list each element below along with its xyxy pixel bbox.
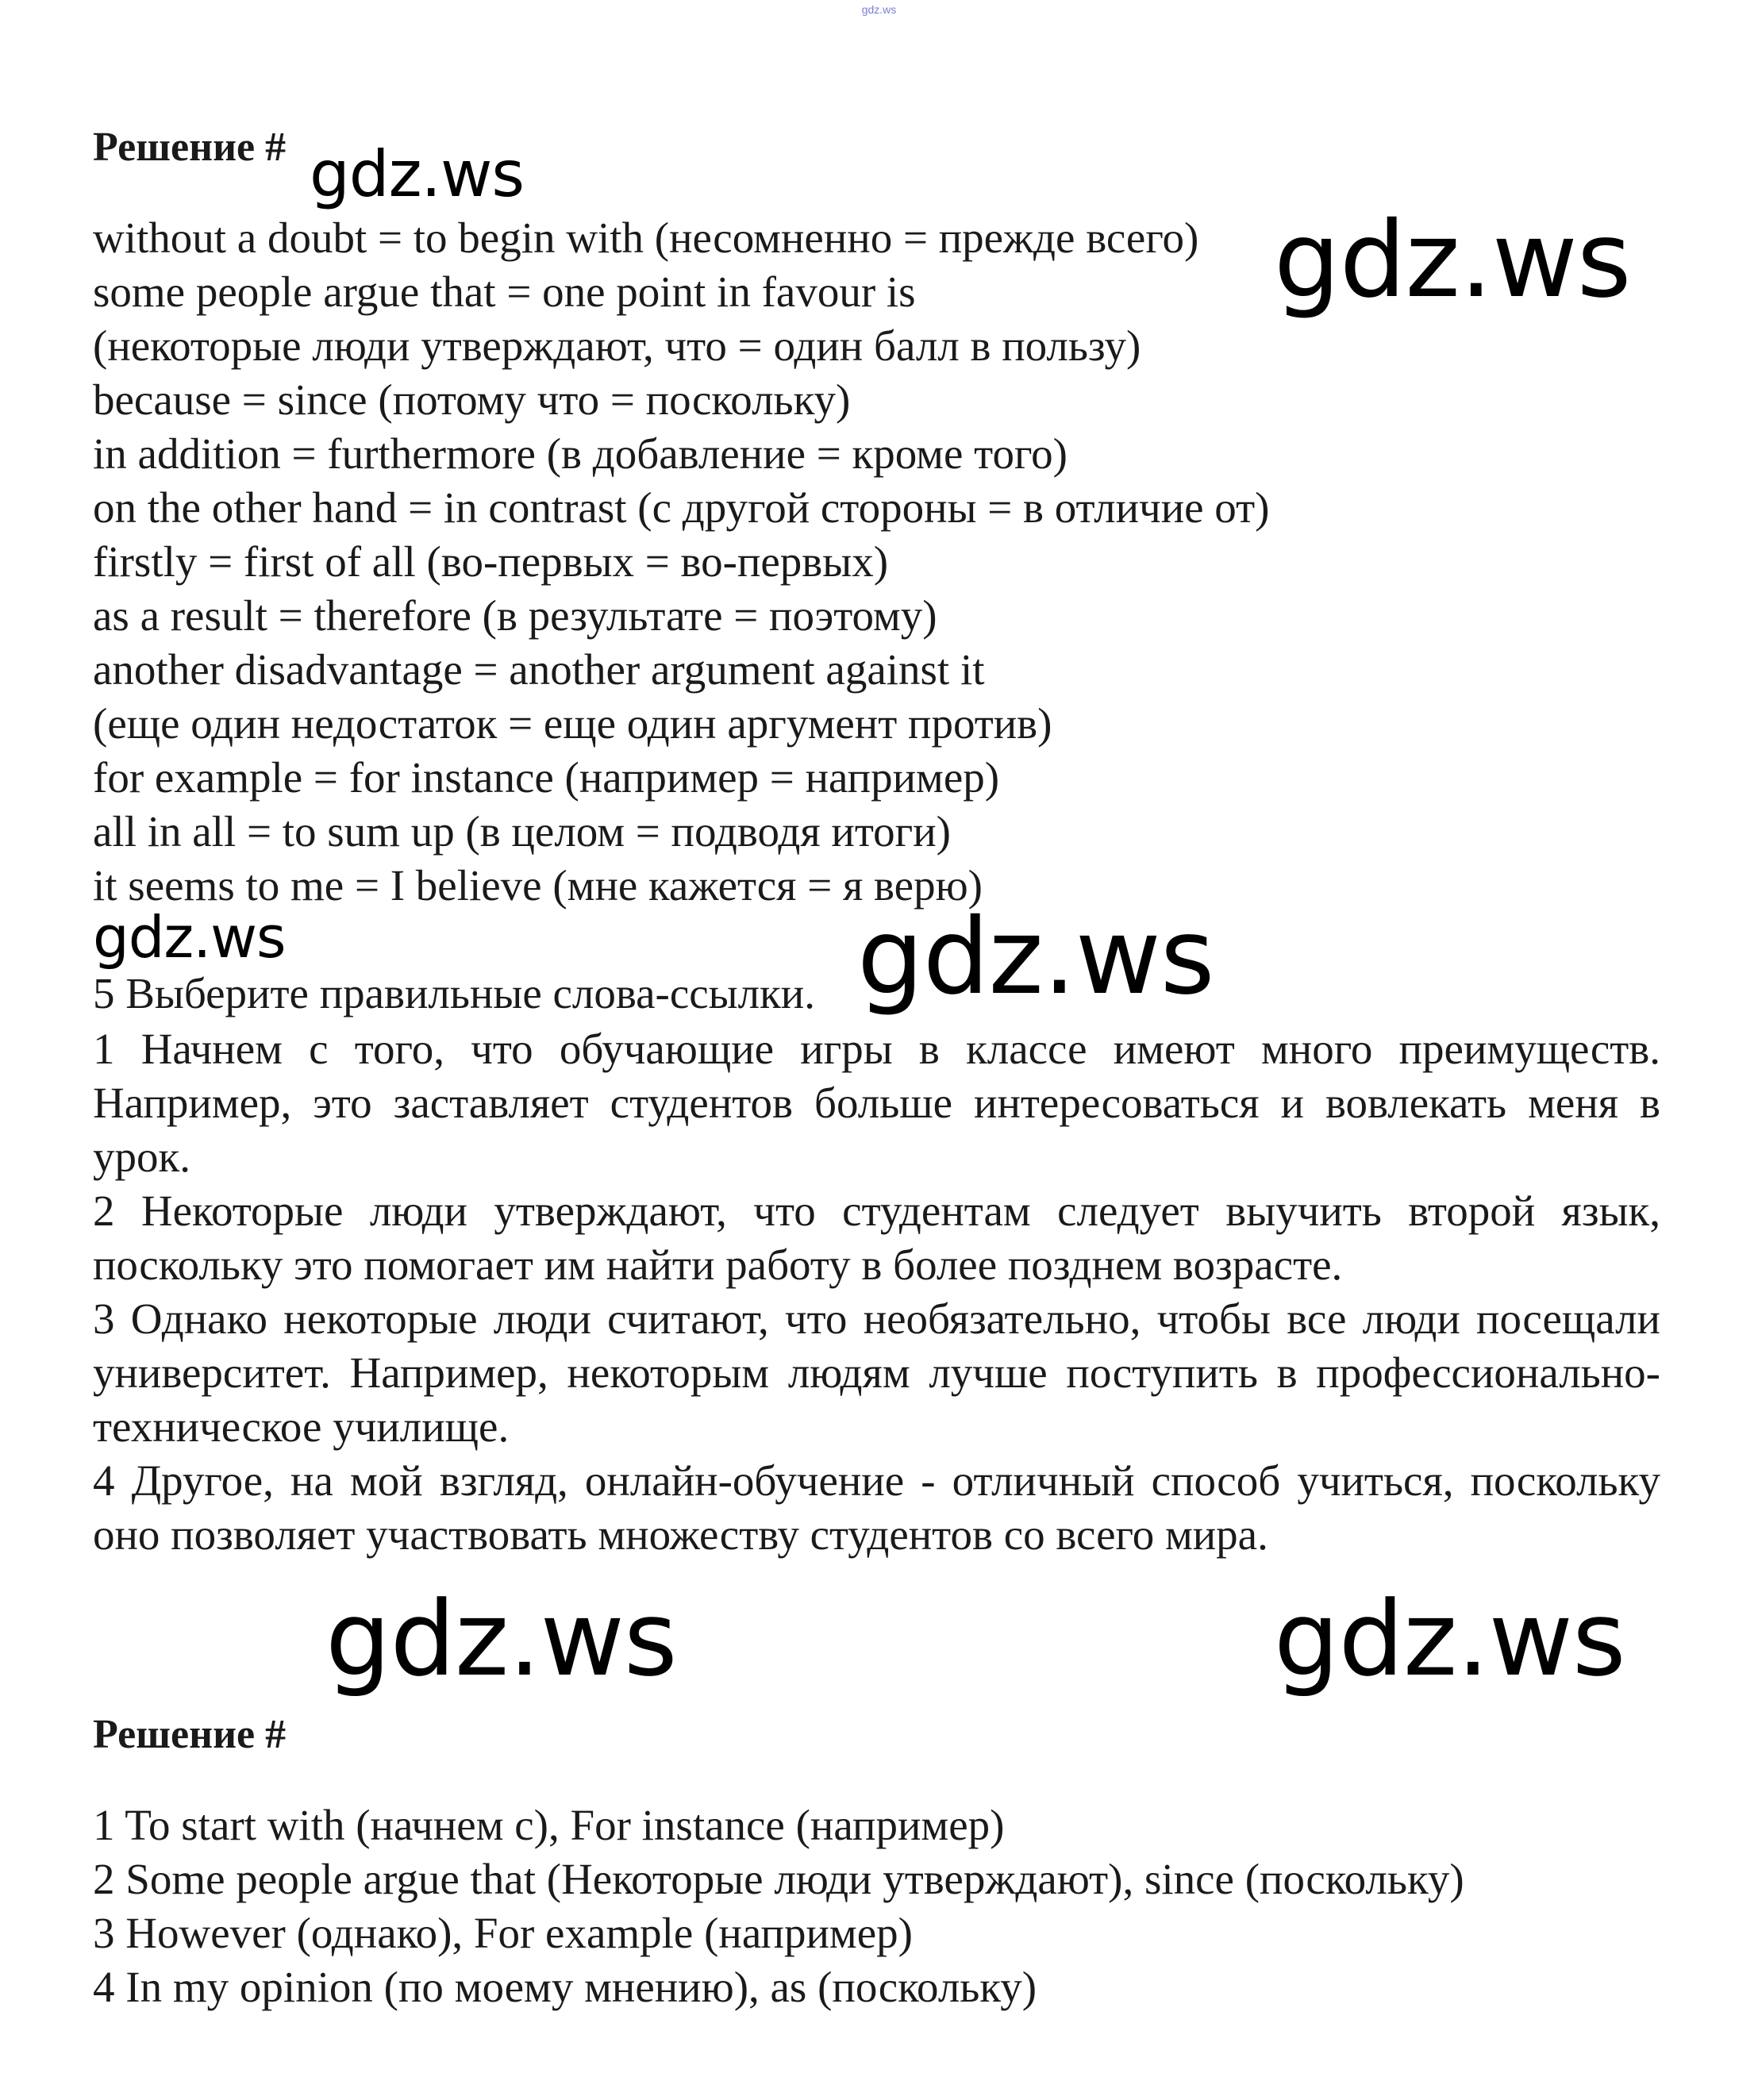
exercise-item: 4 Другое, на мой взгляд, онлайн-обучение - отличный способ учиться, поскольку оно позволяет участвовать множеству студентов со всего мира. (93, 1456, 1660, 1559)
phrase-line: on the other hand = in contrast (с другой стороны = в отличие от) (93, 483, 1270, 532)
exercise-item: 1 Начнем с того, что обучающие игры в классе имеют много преимуществ. Например, это заставляет студентов больше интересоваться и вовлекать меня в урок. (93, 1025, 1660, 1181)
solution-heading: Решение # (93, 125, 287, 170)
phrase-line: another disadvantage = another argument against it (93, 645, 985, 694)
phrase-line: without a doubt = to begin with (несомненно = прежде всего) (93, 213, 1199, 262)
phrase-line: (еще один недостаток = еще один аргумент против) (93, 699, 1052, 748)
watermark: gdz.ws (1274, 1579, 1625, 1699)
exercise-item: 2 Некоторые люди утверждают, что студентам следует выучить второй язык, поскольку это помогает им найти работу в более позднем возрасте. (93, 1187, 1660, 1289)
answer-line: 1 To start with (начнем с), For instance (например) (93, 1801, 1005, 1849)
phrase-line: it seems to me = I believe (мне кажется = я верю) (93, 861, 983, 910)
phrase-line: in addition = furthermore (в добавление = кроме того) (93, 429, 1067, 478)
phrase-line: all in all = to sum up (в целом = подводя итоги) (93, 807, 951, 856)
solution-heading: Решение # (93, 1712, 287, 1757)
watermark: gdz.ws (310, 137, 525, 211)
phrase-line: as a result = therefore (в результате = поэтому) (93, 591, 937, 640)
phrase-line: some people argue that = one point in favour is (93, 267, 916, 316)
watermark: gdz.ws (1274, 199, 1631, 321)
answer-line: 3 However (однако), For example (например) (93, 1909, 913, 1957)
exercise-title: 5 Выберите правильные слова-ссылки. (93, 969, 815, 1017)
answer-line: 4 In my opinion (по моему мнению), as (поскольку) (93, 1963, 1037, 2011)
header-watermark: gdz.ws (861, 3, 897, 16)
exercise-item: 3 Однако некоторые люди считают, что необязательно, чтобы все люди посещали университет. Например, некоторым людям лучше поступить в профессионально-техническое училище. (93, 1294, 1660, 1451)
watermark: gdz.ws (325, 1579, 677, 1699)
phrase-line: because = since (потому что = поскольку) (93, 375, 851, 424)
phrase-line: (некоторые люди утверждают, что = один балл в пользу) (93, 321, 1141, 370)
watermark: gdz.ws (857, 896, 1214, 1018)
phrase-line: for example = for instance (например = например) (93, 753, 1000, 802)
phrase-line: firstly = first of all (во-первых = во-первых) (93, 537, 889, 586)
answer-line: 2 Some people argue that (Некоторые люди утверждают), since (поскольку) (93, 1855, 1464, 1903)
watermark: gdz.ws (93, 904, 286, 971)
